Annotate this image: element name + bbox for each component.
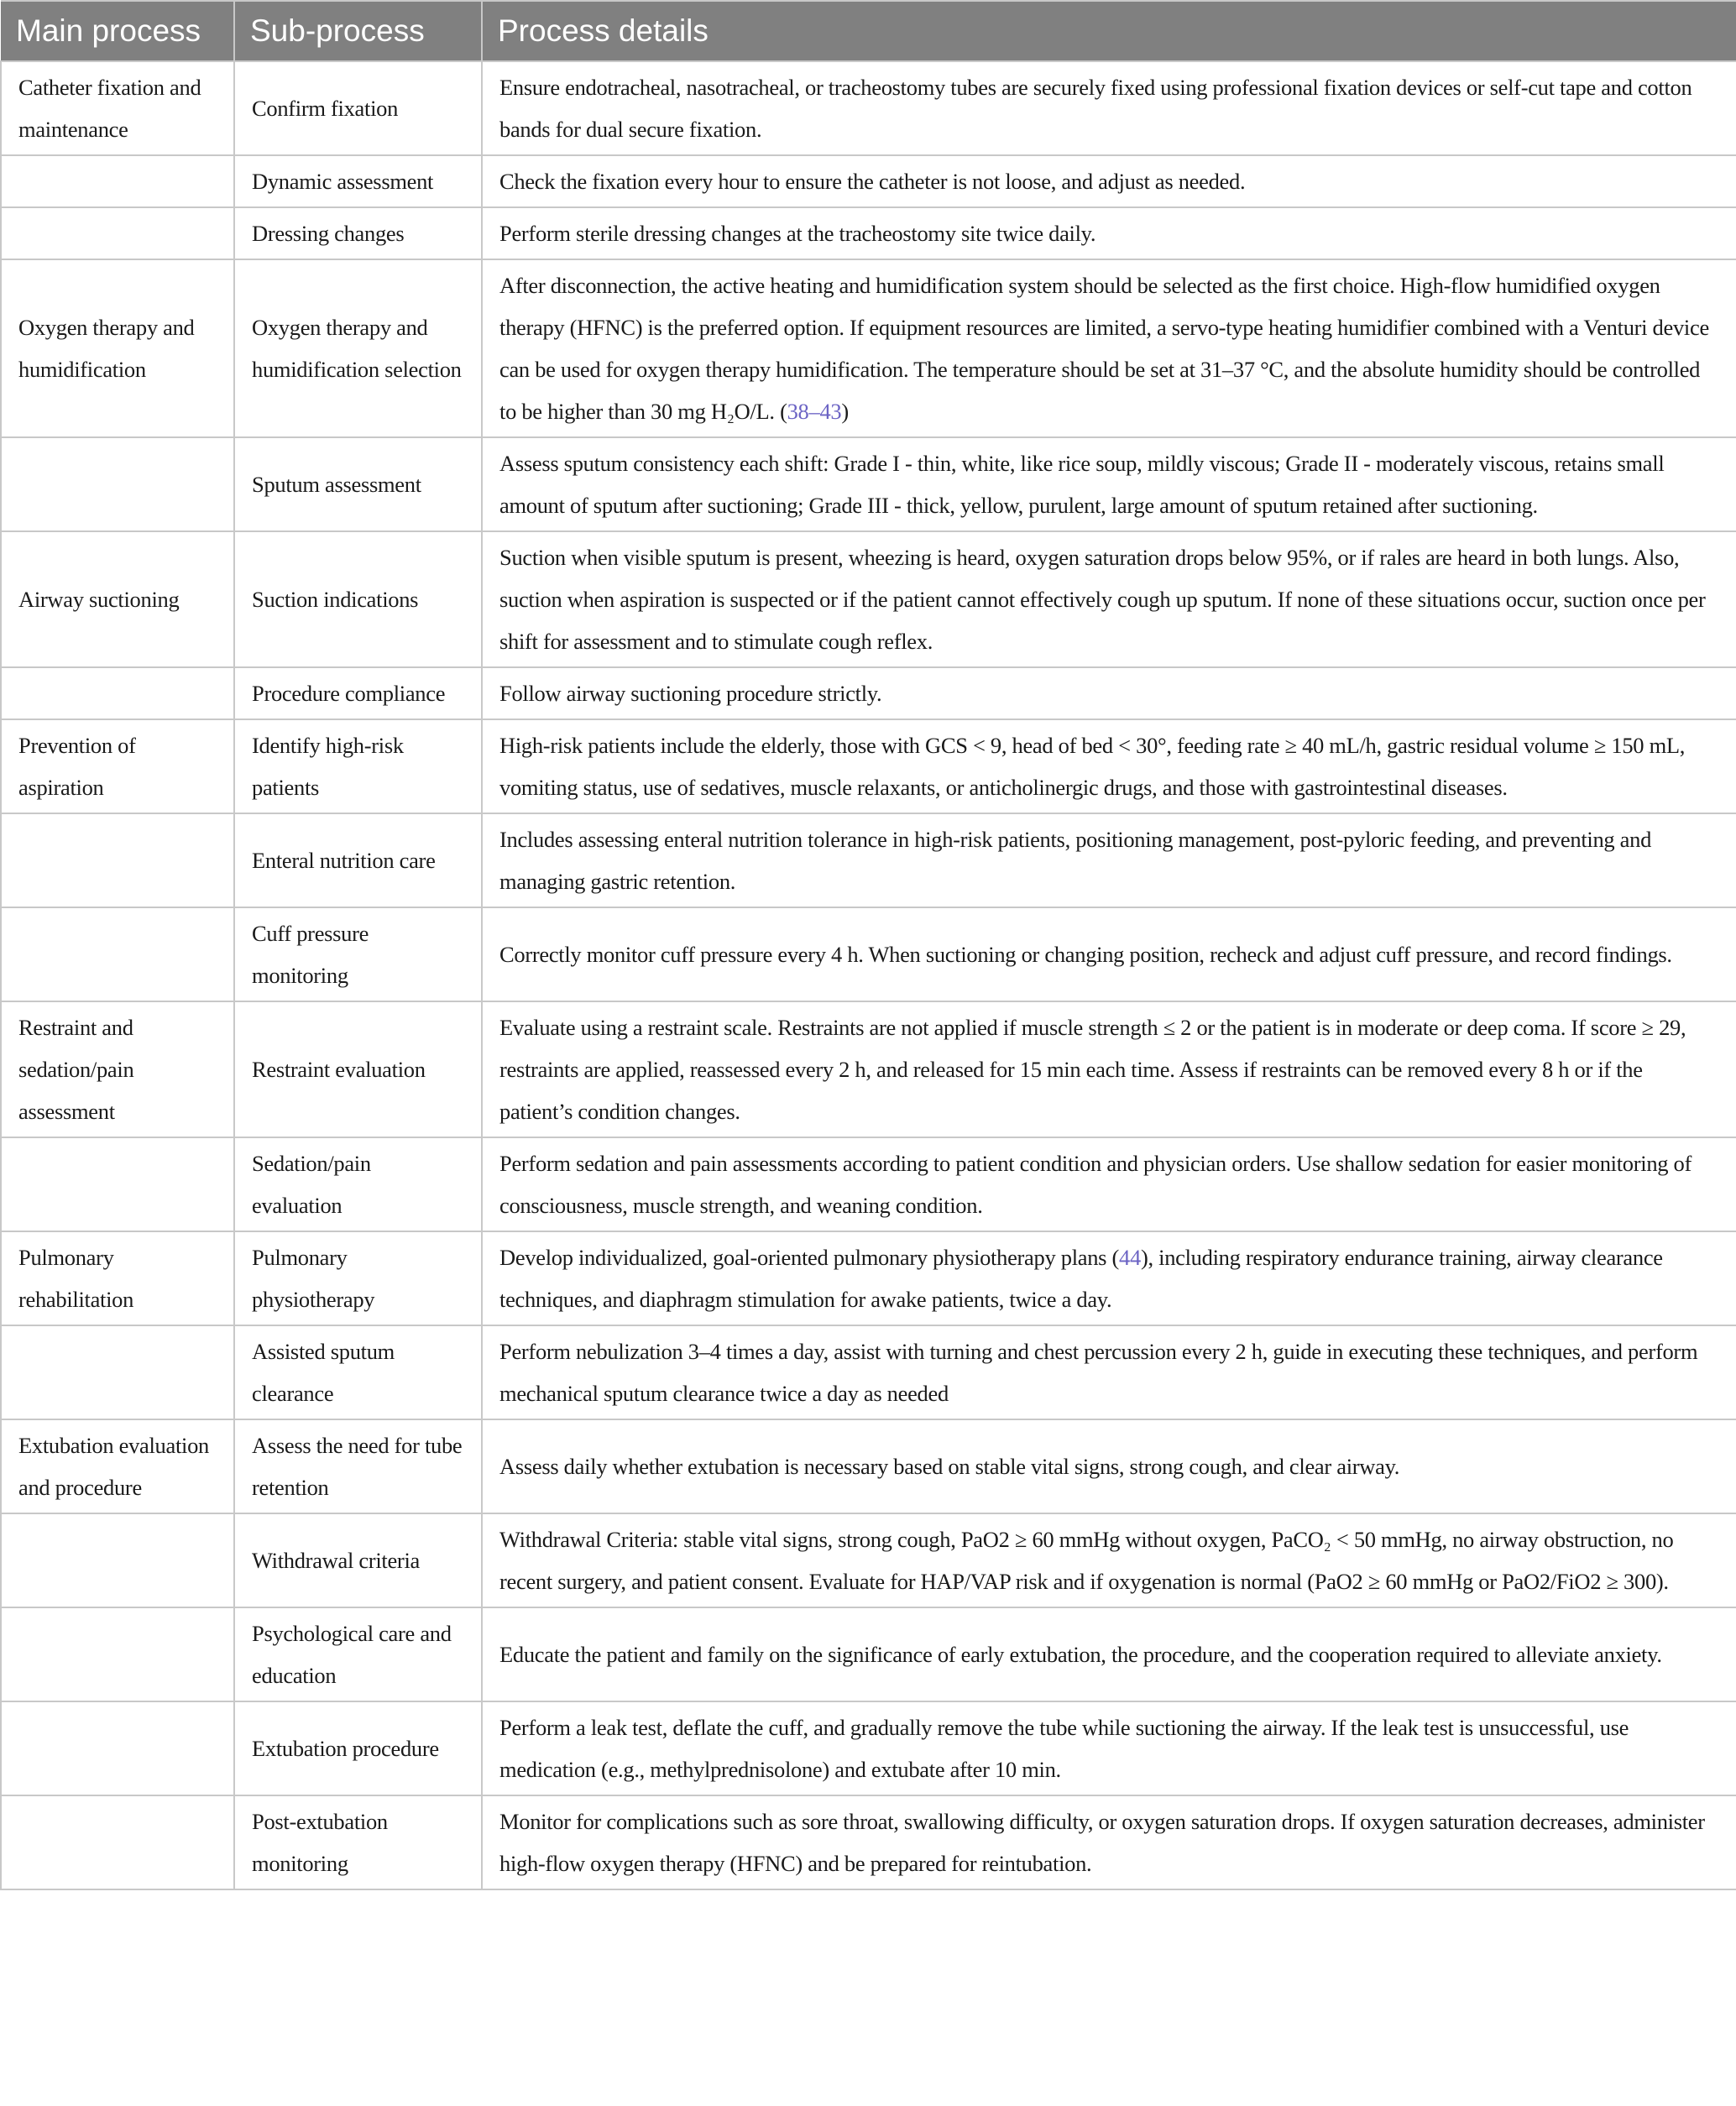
main-process-cell: [1, 1137, 234, 1231]
main-process-cell: [1, 1513, 234, 1607]
sub-process-cell: Cuff pressure monitoring: [234, 907, 482, 1001]
sub-process-cell: Assess the need for tube retention: [234, 1419, 482, 1513]
table-body: [1, 61, 1736, 1889]
details-text: Perform sterile dressing changes at the tracheostomy site twice daily.: [499, 221, 1096, 246]
table-row: [1, 155, 1736, 207]
process-details-cell: [482, 1325, 1736, 1419]
process-details-cell: [482, 1513, 1736, 1607]
process-details-cell: [482, 1001, 1736, 1137]
sub-process-cell: Extubation procedure: [234, 1701, 482, 1795]
sub-process-cell: Confirm fixation: [234, 61, 482, 155]
main-process-cell: [1, 437, 234, 531]
citation-link[interactable]: 38–43: [787, 399, 842, 424]
details-text: Evaluate using a restraint scale. Restraints are not applied if muscle strength ≤ 2 or the patient is in moderate or deep coma. If score ≥ 29, restraints are applied, reassessed every 2 h, and released for 15 min each time. Assess if restraints can be removed every 8 h or if the patient’s condition changes.: [499, 1015, 1686, 1124]
table-row: [1, 531, 1736, 667]
table-row: [1, 1607, 1736, 1701]
sub-process-cell: Restraint evaluation: [234, 1001, 482, 1137]
table-row: [1, 719, 1736, 813]
main-process-cell: [1, 1795, 234, 1889]
sub-process-cell: Pulmonary physiotherapy: [234, 1231, 482, 1325]
sub-process-cell: Post-extubation monitoring: [234, 1795, 482, 1889]
process-details-cell: [482, 907, 1736, 1001]
header-main-process: Main process: [1, 1, 234, 61]
details-text: Includes assessing enteral nutrition tolerance in high-risk patients, positioning management, post-pyloric feeding, and preventing and managing gastric retention.: [499, 827, 1652, 894]
process-details-cell: [482, 531, 1736, 667]
table-row: [1, 1231, 1736, 1325]
table-row: [1, 437, 1736, 531]
main-process-cell: [1, 907, 234, 1001]
table-row: [1, 1419, 1736, 1513]
sub-process-cell: Oxygen therapy and humidification selection: [234, 259, 482, 437]
details-text: Suction when visible sputum is present, wheezing is heard, oxygen saturation drops below 95%, or if rales are heard in both lungs. Also, suction when aspiration is suspected or if the patient cannot effectively cough up sputum. If none of these situations occur, suction once per shift for assessment and to stimulate cough reflex.: [499, 545, 1706, 654]
main-process-cell: Airway suctioning: [1, 531, 234, 667]
sub-process-cell: Dressing changes: [234, 207, 482, 259]
sub-process-cell: Assisted sputum clearance: [234, 1325, 482, 1419]
process-details-cell: [482, 437, 1736, 531]
main-process-cell: Prevention of aspiration: [1, 719, 234, 813]
process-details-cell: [482, 1795, 1736, 1889]
main-process-cell: [1, 207, 234, 259]
sub-process-cell: Sedation/pain evaluation: [234, 1137, 482, 1231]
details-text: Check the fixation every hour to ensure the catheter is not loose, and adjust as needed.: [499, 169, 1246, 194]
header-process-details: Process details: [482, 1, 1736, 61]
sub-process-cell: Identify high-risk patients: [234, 719, 482, 813]
table-row: [1, 1795, 1736, 1889]
main-process-cell: [1, 667, 234, 719]
main-process-cell: Oxygen therapy and humidification: [1, 259, 234, 437]
process-details-cell: [482, 1231, 1736, 1325]
sub-process-cell: Sputum assessment: [234, 437, 482, 531]
table-row: [1, 813, 1736, 907]
main-process-cell: [1, 1701, 234, 1795]
table-row: [1, 1001, 1736, 1137]
main-process-cell: [1, 1325, 234, 1419]
header-sub-process: Sub-process: [234, 1, 482, 61]
table-row: [1, 207, 1736, 259]
details-text: Develop individualized, goal-oriented pulmonary physiotherapy plans (: [499, 1245, 1120, 1270]
main-process-cell: Catheter fixation and maintenance: [1, 61, 234, 155]
details-text: Withdrawal Criteria: stable vital signs, strong cough, PaO2 ≥ 60 mmHg without oxygen, PaCO₂ < 50 mmHg, no airway obstruction, no recent surgery, and patient consent. Evaluate for HAP/VAP risk and if oxygenation is normal (PaO2 ≥ 60 mmHg or PaO2/FiO2 ≥ 300).: [499, 1527, 1674, 1594]
main-process-cell: [1, 813, 234, 907]
details-text: Ensure endotracheal, nasotracheal, or tracheostomy tubes are securely fixed using professional fixation devices or self-cut tape and cotton bands for dual secure fixation.: [499, 75, 1692, 142]
details-text: ), including respiratory endurance training, airway clearance techniques, and diaphragm stimulation for awake patients, twice a day.: [499, 1245, 1663, 1312]
details-text: Follow airway suctioning procedure strictly.: [499, 681, 882, 706]
process-details-cell: [482, 1607, 1736, 1701]
main-process-cell: Pulmonary rehabilitation: [1, 1231, 234, 1325]
process-details-cell: [482, 1701, 1736, 1795]
process-details-cell: [482, 1419, 1736, 1513]
sub-process-cell: Withdrawal criteria: [234, 1513, 482, 1607]
details-text: Monitor for complications such as sore throat, swallowing difficulty, or oxygen saturation drops. If oxygen saturation decreases, administer high-flow oxygen therapy (HFNC) and be prepared for reintubation.: [499, 1809, 1705, 1876]
details-text: Perform a leak test, deflate the cuff, and gradually remove the tube while suctioning the airway. If the leak test is unsuccessful, use medication (e.g., methylprednisolone) and extubate after 10 min.: [499, 1715, 1629, 1782]
table-row: [1, 1137, 1736, 1231]
citation-link[interactable]: 44: [1119, 1245, 1141, 1270]
details-text: After disconnection, the active heating and humidification system should be selected as the first choice. High-flow humidified oxygen therapy (HFNC) is the preferred option. If equipment resources are limited, a servo-type heating humidifier combined with a Venturi device can be used for oxygen therapy humidification. The temperature should be set at 31–37 °C, and the absolute humidity should be controlled to be higher than 30 mg H₂O/L. (: [499, 273, 1709, 424]
table-row: [1, 1701, 1736, 1795]
header-row: [1, 1, 1736, 61]
details-text: Assess daily whether extubation is necessary based on stable vital signs, strong cough, and clear airway.: [499, 1454, 1400, 1479]
sub-process-cell: Psychological care and education: [234, 1607, 482, 1701]
process-details-cell: [482, 259, 1736, 437]
sub-process-cell: Enteral nutrition care: [234, 813, 482, 907]
sub-process-cell: Procedure compliance: [234, 667, 482, 719]
process-details-cell: [482, 719, 1736, 813]
table-row: [1, 667, 1736, 719]
details-text: ): [841, 399, 849, 424]
details-text: Correctly monitor cuff pressure every 4 h. When suctioning or changing position, recheck and adjust cuff pressure, and record findings.: [499, 942, 1672, 967]
details-text: Perform nebulization 3–4 times a day, assist with turning and chest percussion every 2 h, guide in executing these techniques, and perform mechanical sputum clearance twice a day as needed: [499, 1339, 1698, 1406]
table-row: [1, 907, 1736, 1001]
process-details-cell: [482, 667, 1736, 719]
details-text: Perform sedation and pain assessments according to patient condition and physician orders. Use shallow sedation for easier monitoring of consciousness, muscle strength, and weaning condition.: [499, 1151, 1692, 1218]
process-details-cell: [482, 813, 1736, 907]
main-process-cell: [1, 155, 234, 207]
table-row: [1, 61, 1736, 155]
details-text: Educate the patient and family on the significance of early extubation, the procedure, and the cooperation required to alleviate anxiety.: [499, 1642, 1662, 1667]
main-process-cell: Extubation evaluation and procedure: [1, 1419, 234, 1513]
process-details-cell: [482, 1137, 1736, 1231]
table-row: [1, 259, 1736, 437]
process-details-cell: [482, 207, 1736, 259]
process-details-cell: [482, 155, 1736, 207]
process-details-cell: [482, 61, 1736, 155]
sub-process-cell: Suction indications: [234, 531, 482, 667]
main-process-cell: [1, 1607, 234, 1701]
main-process-cell: Restraint and sedation/pain assessment: [1, 1001, 234, 1137]
details-text: Assess sputum consistency each shift: Grade I - thin, white, like rice soup, mildly viscous; Grade II - moderately viscous, retains small amount of sputum after suctioning; Grade III - thick, yellow, purulent, large amount of sputum retained after suctioning.: [499, 451, 1665, 518]
table-row: [1, 1513, 1736, 1607]
details-text: High-risk patients include the elderly, those with GCS < 9, head of bed < 30°, feeding rate ≥ 40 mL/h, gastric residual volume ≥ 150 mL, vomiting status, use of sedatives, muscle relaxants, or anticholinergic drugs, and those with gastrointestinal diseases.: [499, 733, 1686, 800]
table-row: [1, 1325, 1736, 1419]
sub-process-cell: Dynamic assessment: [234, 155, 482, 207]
